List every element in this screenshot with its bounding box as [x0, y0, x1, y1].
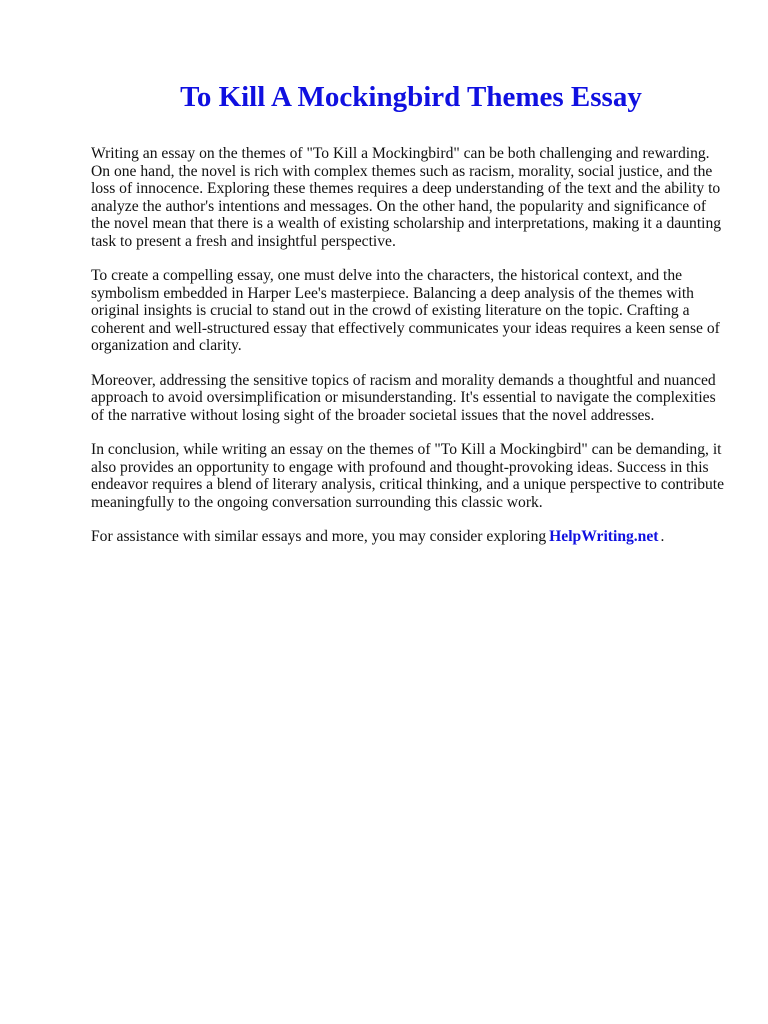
paragraph-line: Writing an essay on the themes of "To Kill a Mockingbird" can be both challenging and rewarding.: [91, 145, 710, 162]
paragraph-line: of the narrative without losing sight of the broader societal issues that the novel addresses.: [91, 406, 655, 424]
paragraph-line: the novel mean that there is a wealth of existing scholarship and interpretations, making it a daunting: [91, 215, 722, 232]
paragraph-line: In conclusion, while writing an essay on the themes of "To Kill a Mockingbird" can be demanding, it: [91, 441, 722, 458]
paragraph-line: endeavor requires a blend of literary analysis, critical thinking, and a unique perspective to contribute: [91, 476, 725, 493]
paragraph-line: task to present a fresh and insightful perspective.: [91, 232, 396, 250]
paragraph-line: meaningfully to the ongoing conversation surrounding this classic work.: [91, 493, 543, 511]
helpwriting-link[interactable]: HelpWriting.net: [549, 528, 659, 545]
document-body: [91, 145, 731, 563]
paragraph-line: To create a compelling essay, one must delve into the characters, the historical context, and the: [91, 267, 683, 284]
paragraph-line: symbolism embedded in Harper Lee's masterpiece. Balancing a deep analysis of the themes with: [91, 284, 694, 302]
closing-paragraph: [91, 528, 731, 546]
paragraph-line: organization and clarity.: [91, 337, 242, 354]
paragraph-line: also provides an opportunity to engage with profound and thought-provoking ideas. Success in this: [91, 458, 709, 476]
paragraph-line: On one hand, the novel is rich with complex themes such as racism, morality, social justice, and the: [91, 162, 713, 180]
paragraph-3: [91, 372, 731, 425]
paragraph-line: approach to avoid oversimplification or misunderstanding. It's essential to navigate the complexities: [91, 389, 716, 406]
paragraph-1: [91, 145, 731, 250]
paragraph-line: Moreover, addressing the sensitive topics of racism and morality demands a thoughtful and nuanced: [91, 371, 716, 389]
paragraph-line: loss of innocence. Exploring these themes requires a deep understanding of the text and the ability to: [91, 180, 721, 197]
paragraph-line: original insights is crucial to stand out in the crowd of existing literature on the topic. Crafting a: [91, 302, 690, 319]
paragraph-line: analyze the author's intentions and messages. On the other hand, the popularity and significance of: [91, 197, 707, 215]
paragraph-4: [91, 441, 731, 511]
paragraph-2: [91, 267, 731, 355]
document-title: To Kill A Mockingbird Themes Essay: [180, 81, 642, 113]
paragraph-line: coherent and well-structured essay that effectively communicates your ideas requires a keen sense of: [91, 319, 720, 337]
closing-period: .: [660, 528, 665, 545]
closing-text: For assistance with similar essays and more, you may consider exploring: [91, 528, 547, 545]
